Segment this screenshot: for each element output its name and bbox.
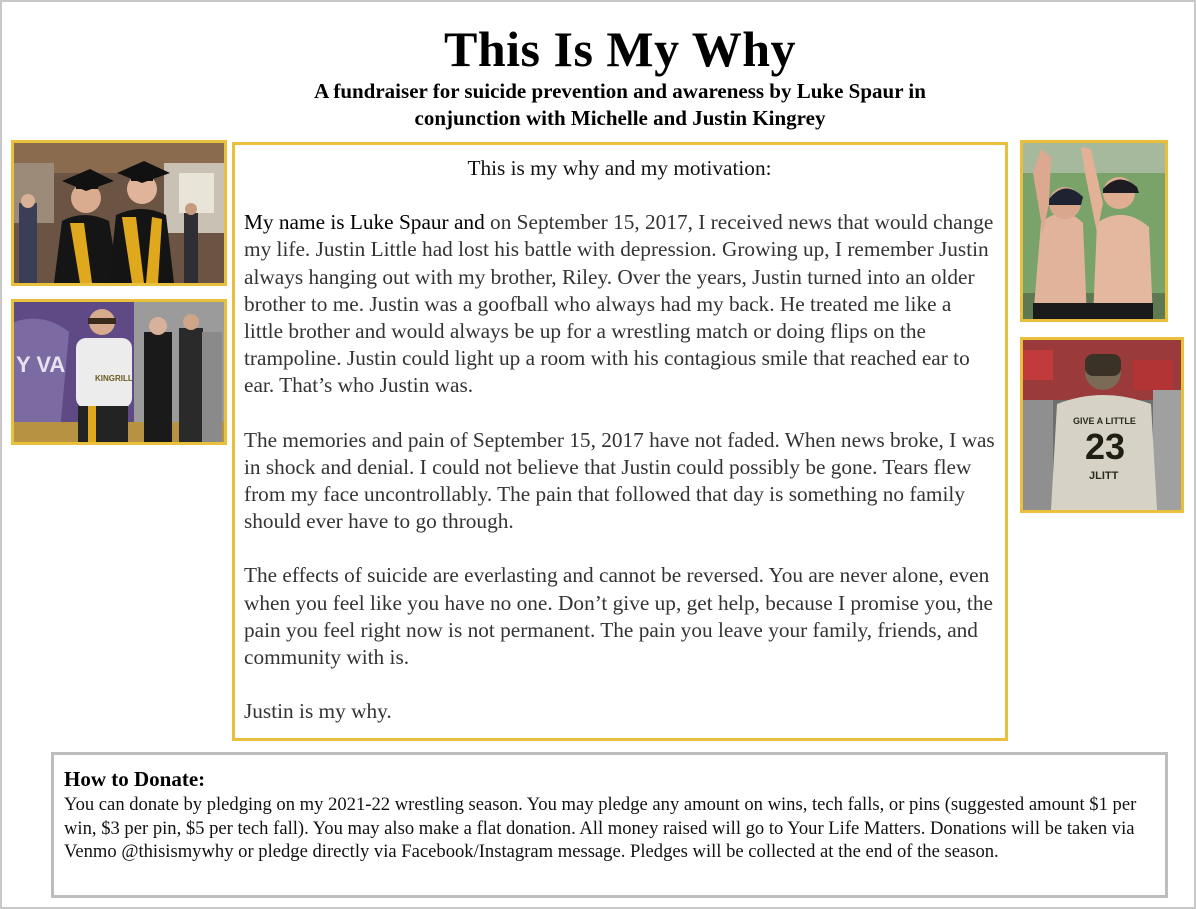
jersey-text-bottom: JLITT [1089, 470, 1119, 482]
donate-body: You can donate by pledging on my 2021-22 wrestling season. You may pledge any amount on wins, tech falls, or pins (suggested amount $1 per win, $3 per pin, $5 per tech fall). You may also make a flat donation. All money raised will go to Your Life Matters. Donations will be taken via Venmo @thisismywhy or pledge directly via Facebook/Instagram message. Pledges will be collected at the end of the season. [64, 794, 1137, 863]
story-lead: This is my why and my motivation: [467, 156, 772, 180]
jersey-text-top: GIVE A LITTLE [1073, 416, 1136, 426]
graduation-photo [11, 140, 227, 286]
story-box [232, 142, 1008, 741]
page-title: This Is My Why [443, 21, 797, 77]
story-paragraph-3: The effects of suicide are everlasting and cannot be reversed. You are never alone, even when you feel like you have no one. Don’t give up, get help, because I promise you, the pain you feel right now is not permanent. The pain you leave your family, friends, and community with is. [244, 563, 993, 670]
wrestler-shirt-text: KINGRILL [95, 374, 133, 383]
story-paragraph-1-intro: My name is Luke Spaur and [244, 210, 485, 235]
wrestler-gym-photo [11, 299, 227, 445]
donate-heading: How to Donate: [64, 767, 206, 791]
story-paragraph-1 [244, 209, 995, 399]
story-paragraph-4: Justin is my why. [244, 699, 392, 724]
subtitle-line-2: conjunction with Michelle and Justin Kingrey [414, 106, 826, 130]
subtitle-line-1: A fundraiser for suicide prevention and awareness by Luke Spaur in [314, 79, 926, 103]
wall-text: Y VA [16, 352, 66, 377]
story-paragraph-2: The memories and pain of September 15, 2017 have not faded. When news broke, I was in shock and denial. I could not believe that Justin could possibly be gone. Tears flew from my face uncontrollably. The pain that followed that day is something no family should ever have to go through. [244, 427, 995, 534]
jersey-photo [1020, 337, 1184, 513]
jersey-number: 23 [1085, 426, 1126, 467]
page-subtitle [2, 78, 1196, 132]
high-five-photo [1020, 140, 1168, 322]
donate-box [51, 752, 1168, 898]
story-paragraph-1-body: on September 15, 2017, I received news that would change my life. Justin Little had lost his battle with depression. Growing up, I remember Justin always hanging out with my brother, Riley. Over the years, Justin turned into an older brother to me. Justin was a goofball who always had my back. He treated me like a little brother and would always be up for a wrestling match or doing flips on the trampoline. Justin could light up a room with his contagious smile that reached ear to ear. That’s who Justin was. [244, 210, 994, 398]
